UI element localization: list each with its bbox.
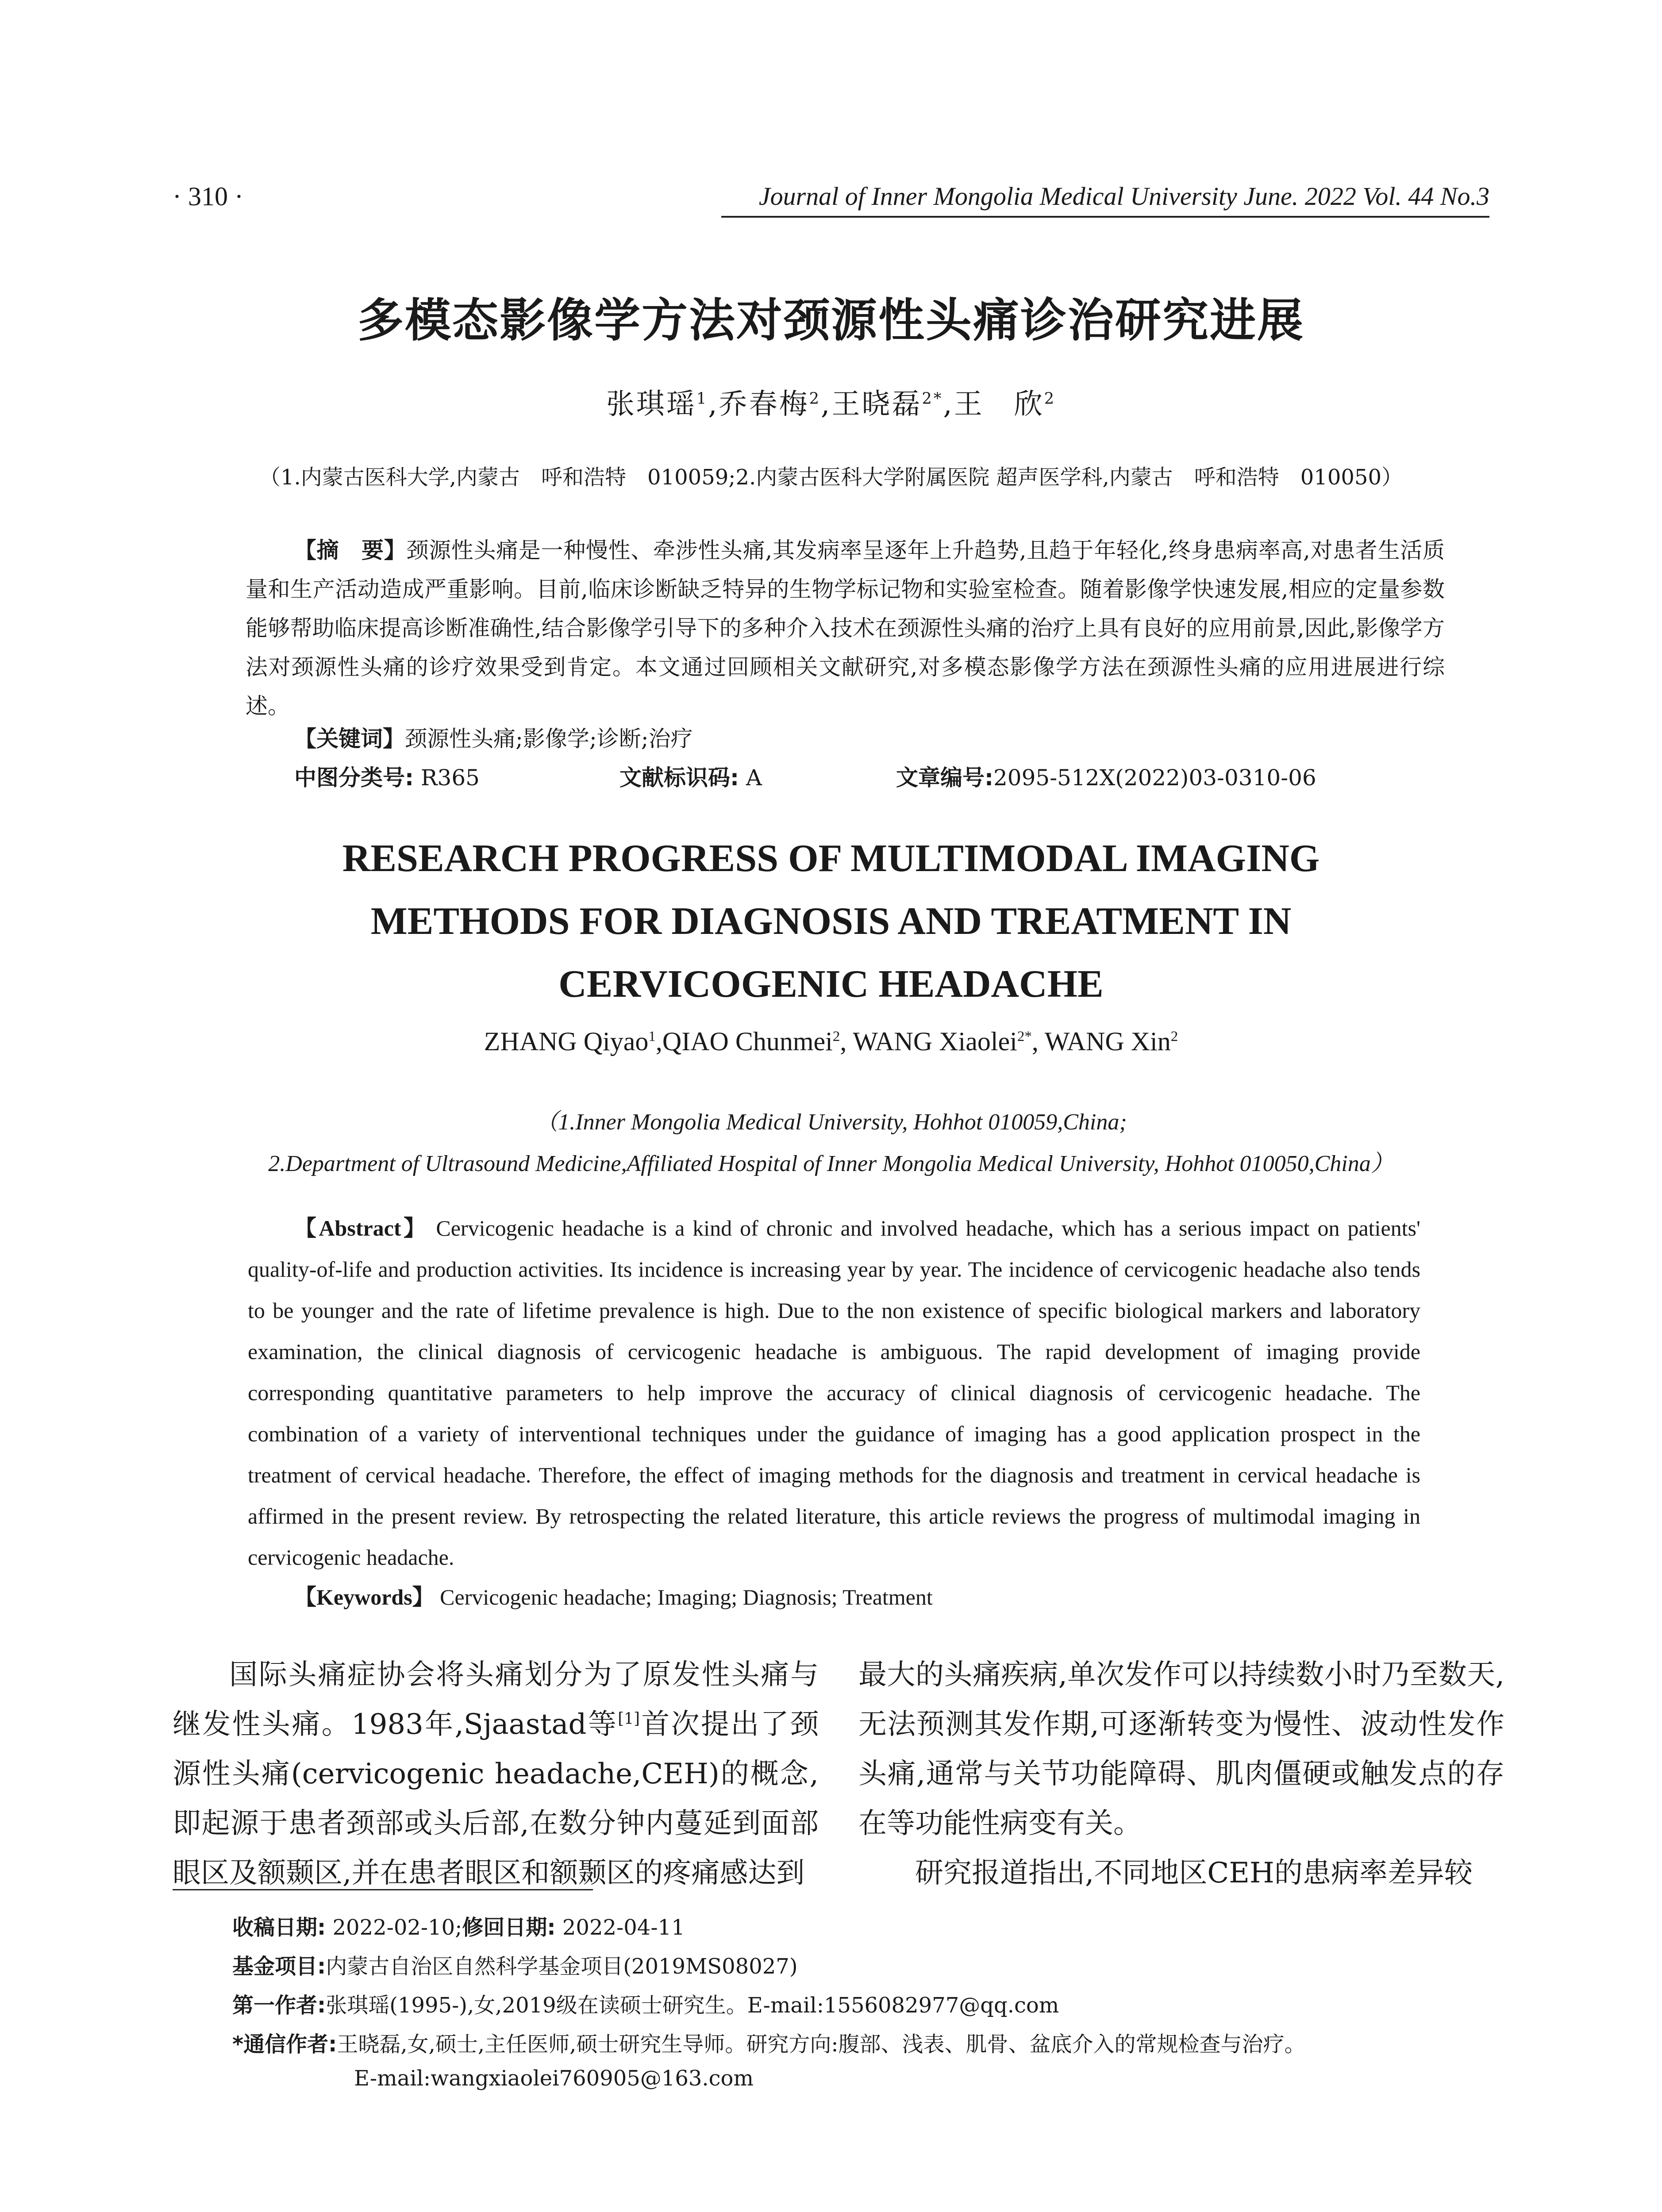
author-name: WANG Xin bbox=[1044, 1027, 1171, 1056]
english-title-line: METHODS FOR DIAGNOSIS AND TREATMENT IN bbox=[370, 900, 1292, 943]
author-affil-mark: 2* bbox=[1017, 1029, 1032, 1045]
running-head: Journal of Inner Mongolia Medical University June. 2022 Vol. 44 No.3 bbox=[758, 182, 1489, 211]
author-affil-mark: 2 bbox=[832, 1029, 840, 1045]
footnote-dates: 收稿日期: 2022-02-10;修回日期: 2022-04-11 bbox=[232, 1915, 685, 1940]
author-affil-mark: 1 bbox=[648, 1029, 656, 1045]
footnote-corresponding-email: E-mail:wangxiaolei760905@163.com bbox=[354, 2066, 754, 2091]
body-column-right bbox=[858, 1650, 1504, 1898]
footnote-rule bbox=[173, 1889, 593, 1890]
author-name: WANG Xiaolei bbox=[853, 1027, 1017, 1056]
author-affil-mark: 2* bbox=[922, 389, 943, 408]
english-abstract bbox=[248, 1208, 1420, 1578]
english-keywords-label: 【Keywords】 bbox=[294, 1585, 435, 1609]
author-name: 王 欣 bbox=[954, 388, 1044, 421]
body-paragraph: 国际头痛症协会将头痛划分为了原发性头痛与继发性头痛。1983年,Sjaastad等[1]首次提出了颈源性头痛(cervicogenic headache,CEH)的概念,即起源于患者颈部或头后部,在数分钟内蔓延到面部眼区及额颞区,并在患者眼区和额颞区的疼痛感达到 bbox=[173, 1659, 819, 1889]
body-paragraph: 研究报道指出,不同地区CEH的患病率差异较 bbox=[915, 1857, 1473, 1889]
header-rule bbox=[721, 216, 1489, 218]
page-number: · 310 · bbox=[173, 182, 243, 211]
chinese-keywords-label: 【关键词】 bbox=[294, 726, 405, 752]
author-affil-mark: 2 bbox=[1044, 389, 1056, 408]
english-keywords-text: Cervicogenic headache; Imaging; Diagnosis; Treatment bbox=[440, 1585, 933, 1609]
author-name: 王晓磊 bbox=[831, 388, 922, 421]
citation-ref: [1] bbox=[618, 1709, 640, 1728]
english-title-line: RESEARCH PROGRESS OF MULTIMODAL IMAGING bbox=[342, 837, 1320, 880]
english-affiliation bbox=[0, 1102, 1662, 1185]
english-affiliation-line: （1.Inner Mongolia Medical University, Hohhot 010059,China; bbox=[535, 1110, 1127, 1135]
footnote-corresponding-author: *通信作者:王晓磊,女,硕士,主任医师,硕士研究生导师。研究方向:腹部、浅表、肌骨、盆底介入的常规检查与治疗。 bbox=[232, 2032, 1306, 2057]
english-title-line: CERVICOGENIC HEADACHE bbox=[558, 963, 1104, 1006]
english-abstract-label: 【Abstract】 bbox=[294, 1216, 428, 1240]
author-name: 乔春梅 bbox=[719, 388, 809, 421]
chinese-keywords bbox=[294, 721, 693, 753]
footnote-fund: 基金项目:内蒙古自治区自然科学基金项目(2019MS08027) bbox=[232, 1954, 798, 1979]
body-column-left bbox=[173, 1650, 819, 1898]
chinese-title: 多模态影像学方法对颈源性头痛诊治研究进展 bbox=[357, 293, 1304, 347]
article-number: 文章编号:2095-512X(2022)03-0310-06 bbox=[896, 765, 1316, 791]
author-affil-mark: 1 bbox=[696, 389, 708, 408]
chinese-abstract-label: 【摘 要】 bbox=[294, 538, 407, 563]
chinese-abstract bbox=[246, 531, 1445, 726]
english-authors: ZHANG Qiyao$^1$,QIAO Chunmei$^2$, WANG Xiaolei$^{2*}$, WANG Xin$^2$ bbox=[484, 1027, 1178, 1056]
chinese-abstract-text: 颈源性头痛是一种慢性、牵涉性头痛,其发病率呈逐年上升趋势,且趋于年轻化,终身患病率高,对患者生活质量和生产活动造成严重影响。目前,临床诊断缺乏特异的生物学标记物和实验室检查。随着影像学快速发展,相应的定量参数能够帮助临床提高诊断准确性,结合影像学引导下的多种介入技术在颈源性头痛的治疗上具有良好的应用前景,因此,影像学方法对颈源性头痛的诊疗效果受到肯定。本文通过回顾相关文献研究,对多模态影像学方法在颈源性头痛的应用进展进行综述。 bbox=[246, 538, 1445, 719]
author-affil-mark: 2 bbox=[809, 389, 821, 408]
english-keywords bbox=[294, 1579, 933, 1611]
english-abstract-text: Cervicogenic headache is a kind of chronic and involved headache, which has a serious impact on patients' quality-of-life and production activities. Its incidence is increasing year by year. The incidence of cervicogenic headache also tends to be younger and the rate of lifetime prevalence is high. Due to the non existence of specific biological markers and laboratory examination, the clinical diagnosis of cervicogenic headache is ambiguous. The rapid development of imaging provide corresponding quantitative parameters to help improve the accuracy of clinical diagnosis of cervicogenic headache. The combination of a variety of interventional techniques under the guidance of imaging has a good application prospect in the treatment of cervical headache. Therefore, the effect of imaging methods for the diagnosis and treatment in cervical headache is affirmed in the present review. By retrospecting the related literature, this article reviews the progress of multimodal imaging in cervicogenic headache. bbox=[248, 1216, 1421, 1570]
author-affil-mark: 2 bbox=[1170, 1029, 1178, 1045]
english-affiliation-line: 2.Department of Ultrasound Medicine,Affiliated Hospital of Inner Mongolia Medical University, Hohhot 010050,China） bbox=[268, 1151, 1394, 1176]
footnote-first-author: 第一作者:张琪瑶(1995-),女,2019级在读硕士研究生。E-mail:1556082977@qq.com bbox=[232, 1993, 1059, 2018]
author-name: QIAO Chunmei bbox=[662, 1027, 833, 1056]
author-name: 张琪瑶 bbox=[606, 388, 696, 421]
chinese-authors: 张琪瑶$^1$,乔春梅$^2$,王晓磊$^{2*}$,王 欣$^2$ bbox=[606, 388, 1056, 421]
clc-code: 中图分类号: R365 bbox=[294, 765, 480, 791]
english-title bbox=[0, 827, 1662, 1016]
author-name: ZHANG Qiyao bbox=[484, 1027, 649, 1056]
chinese-affiliation: （1.内蒙古医科大学,内蒙古 呼和浩特 010059;2.内蒙古医科大学附属医院 超声医学科,内蒙古 呼和浩特 010050） bbox=[259, 465, 1403, 490]
chinese-keywords-text: 颈源性头痛;影像学;诊断;治疗 bbox=[405, 726, 693, 752]
document-code: 文献标识码: A bbox=[619, 765, 762, 791]
body-paragraph: 最大的头痛疾病,单次发作可以持续数小时乃至数天,无法预测其发作期,可逐渐转变为慢性、波动性发作头痛,通常与关节功能障碍、肌肉僵硬或触发点的存在等功能性病变有关。 bbox=[858, 1659, 1504, 1840]
